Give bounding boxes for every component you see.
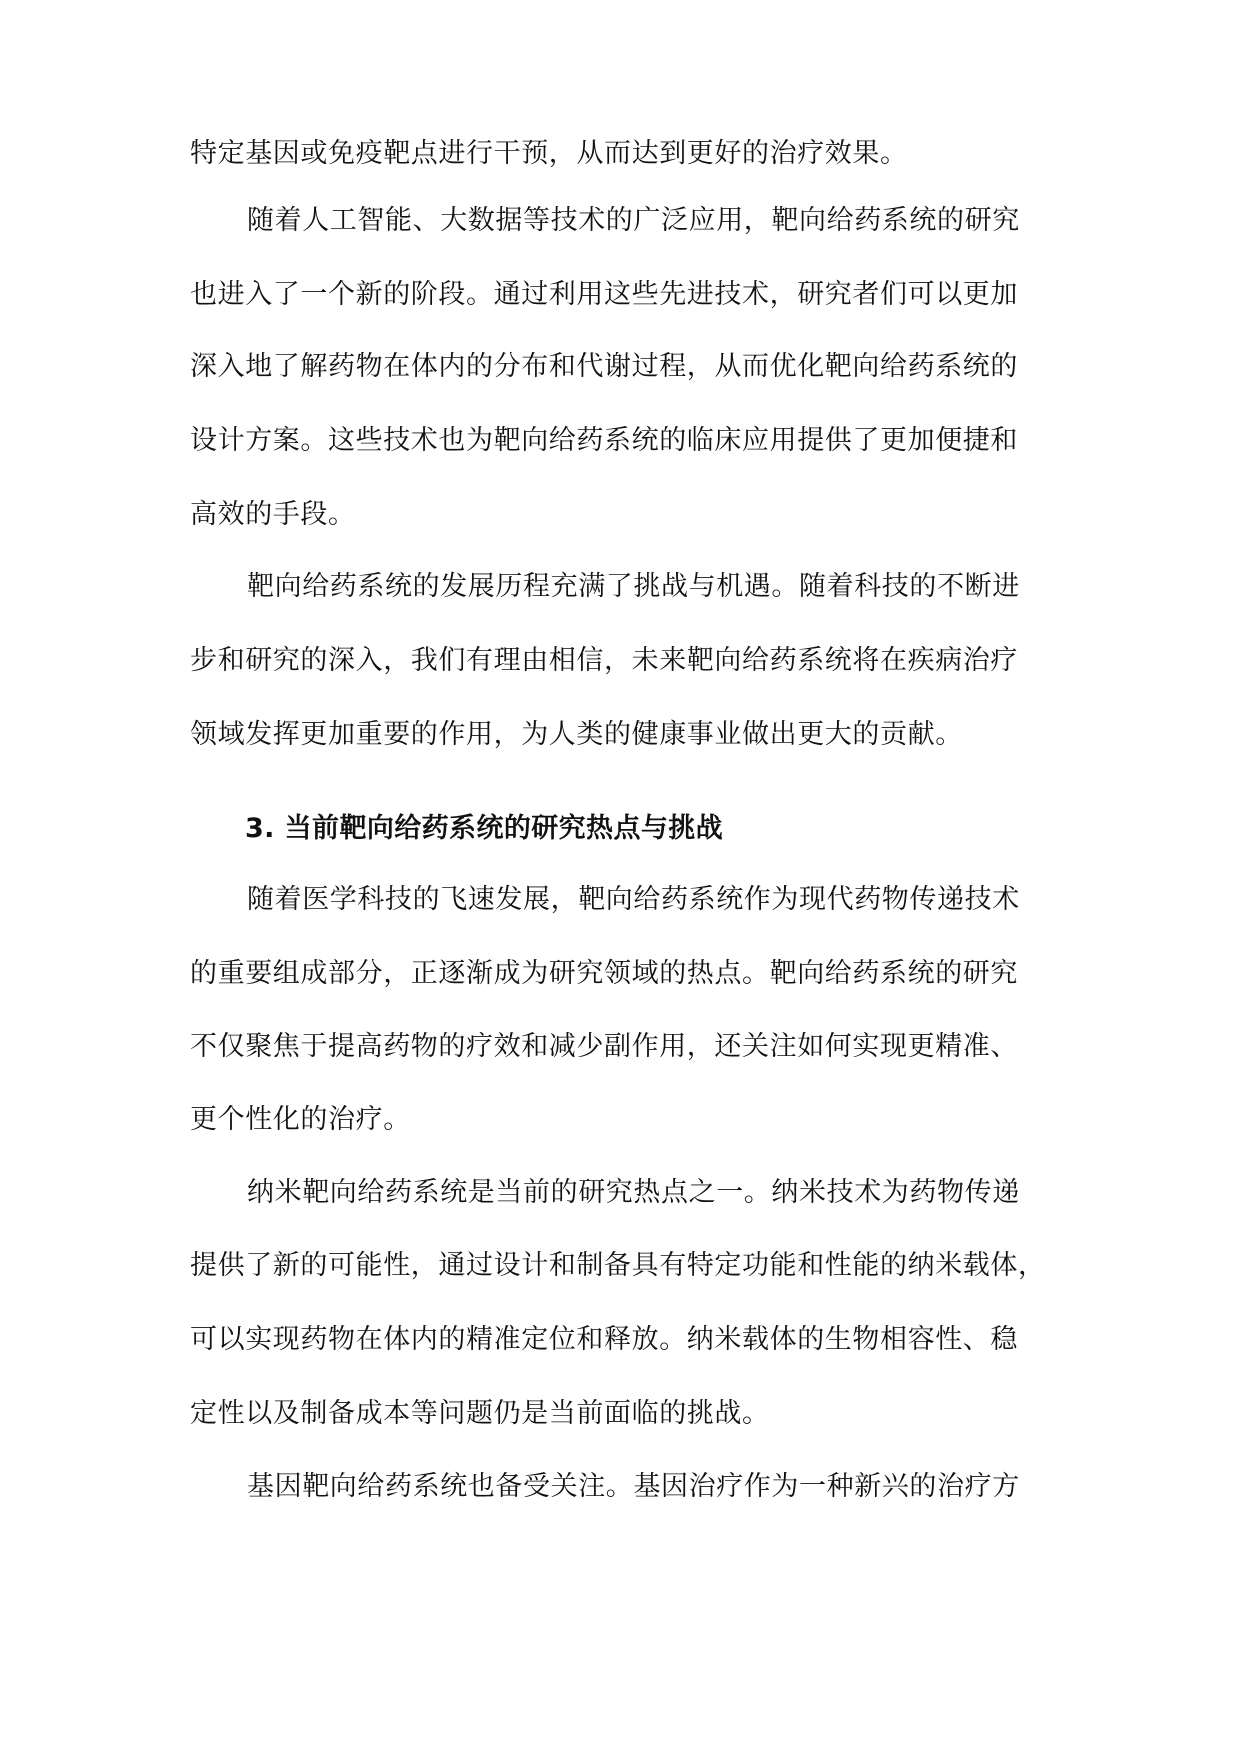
paragraph-line: 不仅聚焦于提高药物的疗效和减少副作用，还关注如何实现更精准、	[190, 1031, 1018, 1062]
paragraph-line: 纳米靶向给药系统是当前的研究热点之一。纳米技术为药物传递	[247, 1177, 1020, 1208]
paragraph-line: 定性以及制备成本等问题仍是当前面临的挑战。	[190, 1398, 770, 1429]
paragraph-line: 设计方案。这些技术也为靶向给药系统的临床应用提供了更加便捷和	[190, 425, 1018, 456]
paragraph-line: 靶向给药系统的发展历程充满了挑战与机遇。随着科技的不断进	[247, 571, 1020, 602]
paragraph-line: 更个性化的治疗。	[190, 1104, 411, 1135]
paragraph-line: 可以实现药物在体内的精准定位和释放。纳米载体的生物相容性、稳	[190, 1324, 1018, 1355]
paragraph-line: 特定基因或免疫靶点进行干预，从而达到更好的治疗效果。	[190, 138, 908, 169]
paragraph-line: 提供了新的可能性，通过设计和制备具有特定功能和性能的纳米载体，	[190, 1250, 1046, 1281]
paragraph-line: 的重要组成部分，正逐渐成为研究领域的热点。靶向给药系统的研究	[190, 958, 1018, 989]
paragraph-line: 高效的手段。	[190, 499, 356, 530]
paragraph-line: 随着人工智能、大数据等技术的广泛应用，靶向给药系统的研究	[247, 205, 1020, 236]
section-heading: 3. 当前靶向给药系统的研究热点与挑战	[245, 813, 724, 844]
paragraph-line: 领域发挥更加重要的作用，为人类的健康事业做出更大的贡献。	[190, 719, 963, 750]
paragraph-line: 也进入了一个新的阶段。通过利用这些先进技术，研究者们可以更加	[190, 279, 1018, 310]
paragraph-line: 步和研究的深入，我们有理由相信，未来靶向给药系统将在疾病治疗	[190, 645, 1018, 676]
paragraph-line: 随着医学科技的飞速发展，靶向给药系统作为现代药物传递技术	[247, 884, 1020, 915]
paragraph-line: 基因靶向给药系统也备受关注。基因治疗作为一种新兴的治疗方	[247, 1471, 1020, 1502]
paragraph-line: 深入地了解药物在体内的分布和代谢过程，从而优化靶向给药系统的	[190, 351, 1018, 382]
